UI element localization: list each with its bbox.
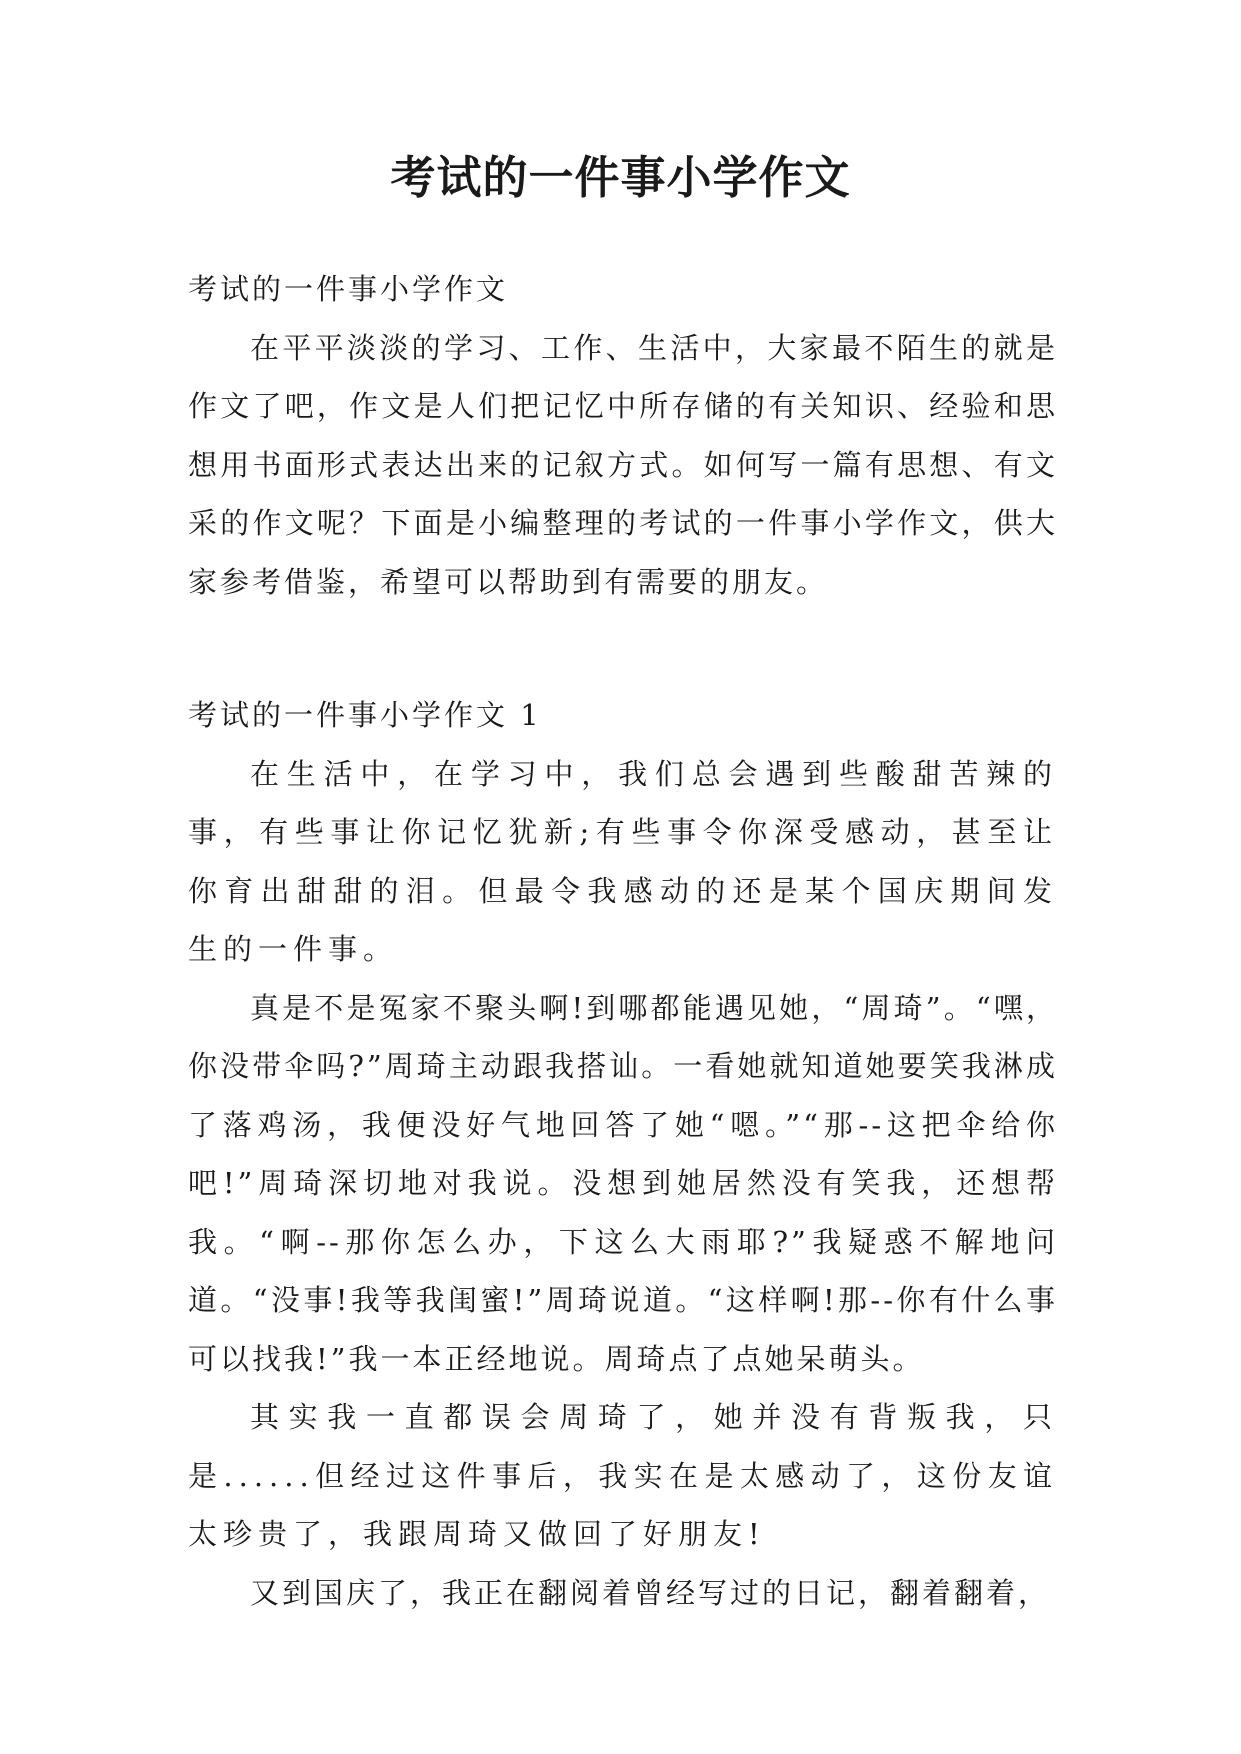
essay-1-paragraph: 在生活中，在学习中，我们总会遇到些酸甜苦辣的事，有些事让你记忆犹新;有些事令你深受感动，甚至让你育出甜甜的泪。但最令我感动的还是某个国庆期间发生的一件事。 xyxy=(188,756,1058,966)
essay-1-section xyxy=(188,686,1058,1622)
intro-paragraph: 在平平淡淡的学习、工作、生活中，大家最不陌生的就是作文了吧，作文是人们把记忆中所存储的有关知识、经验和思想用书面形式表达出来的记叙方式。如何写一篇有思想、有文采的作文呢？下面是小编整理的考试的一件事小学作文，供大家参考借鉴，希望可以帮助到有需要的朋友。 xyxy=(188,330,1058,599)
essay-1-paragraph: 其实我一直都误会周琦了，她并没有背叛我，只是......但经过这件事后，我实在是太感动了，这份友谊太珍贵了，我跟周琦又做回了好朋友! xyxy=(188,1400,1058,1551)
essay-1-paragraph: 真是不是冤家不聚头啊!到哪都能遇见她，“周琦”。“嘿，你没带伞吗?”周琦主动跟我搭讪。一看她就知道她要笑我淋成了落鸡汤，我便没好气地回答了她“嗯。”“那--这把伞给你吧!”周琦深切地对我说。没想到她居然没有笑我，还想帮我。“啊--那你怎么办，下这么大雨耶?”我疑惑不解地问道。“没事!我等我闺蜜!”周琦说道。“这样啊!那--你有什么事可以找我!”我一本正经地说。周琦点了点她呆萌头。 xyxy=(188,990,1058,1376)
document-title: 考试的一件事小学作文 xyxy=(390,151,851,204)
essay-1-heading: 考试的一件事小学作文 1 xyxy=(188,698,542,732)
intro-section xyxy=(188,260,1058,611)
essay-1-paragraph: 又到国庆了，我正在翻阅着曾经写过的日记，翻着翻着， xyxy=(250,1575,1051,1610)
intro-heading: 考试的一件事小学作文 xyxy=(188,272,509,306)
